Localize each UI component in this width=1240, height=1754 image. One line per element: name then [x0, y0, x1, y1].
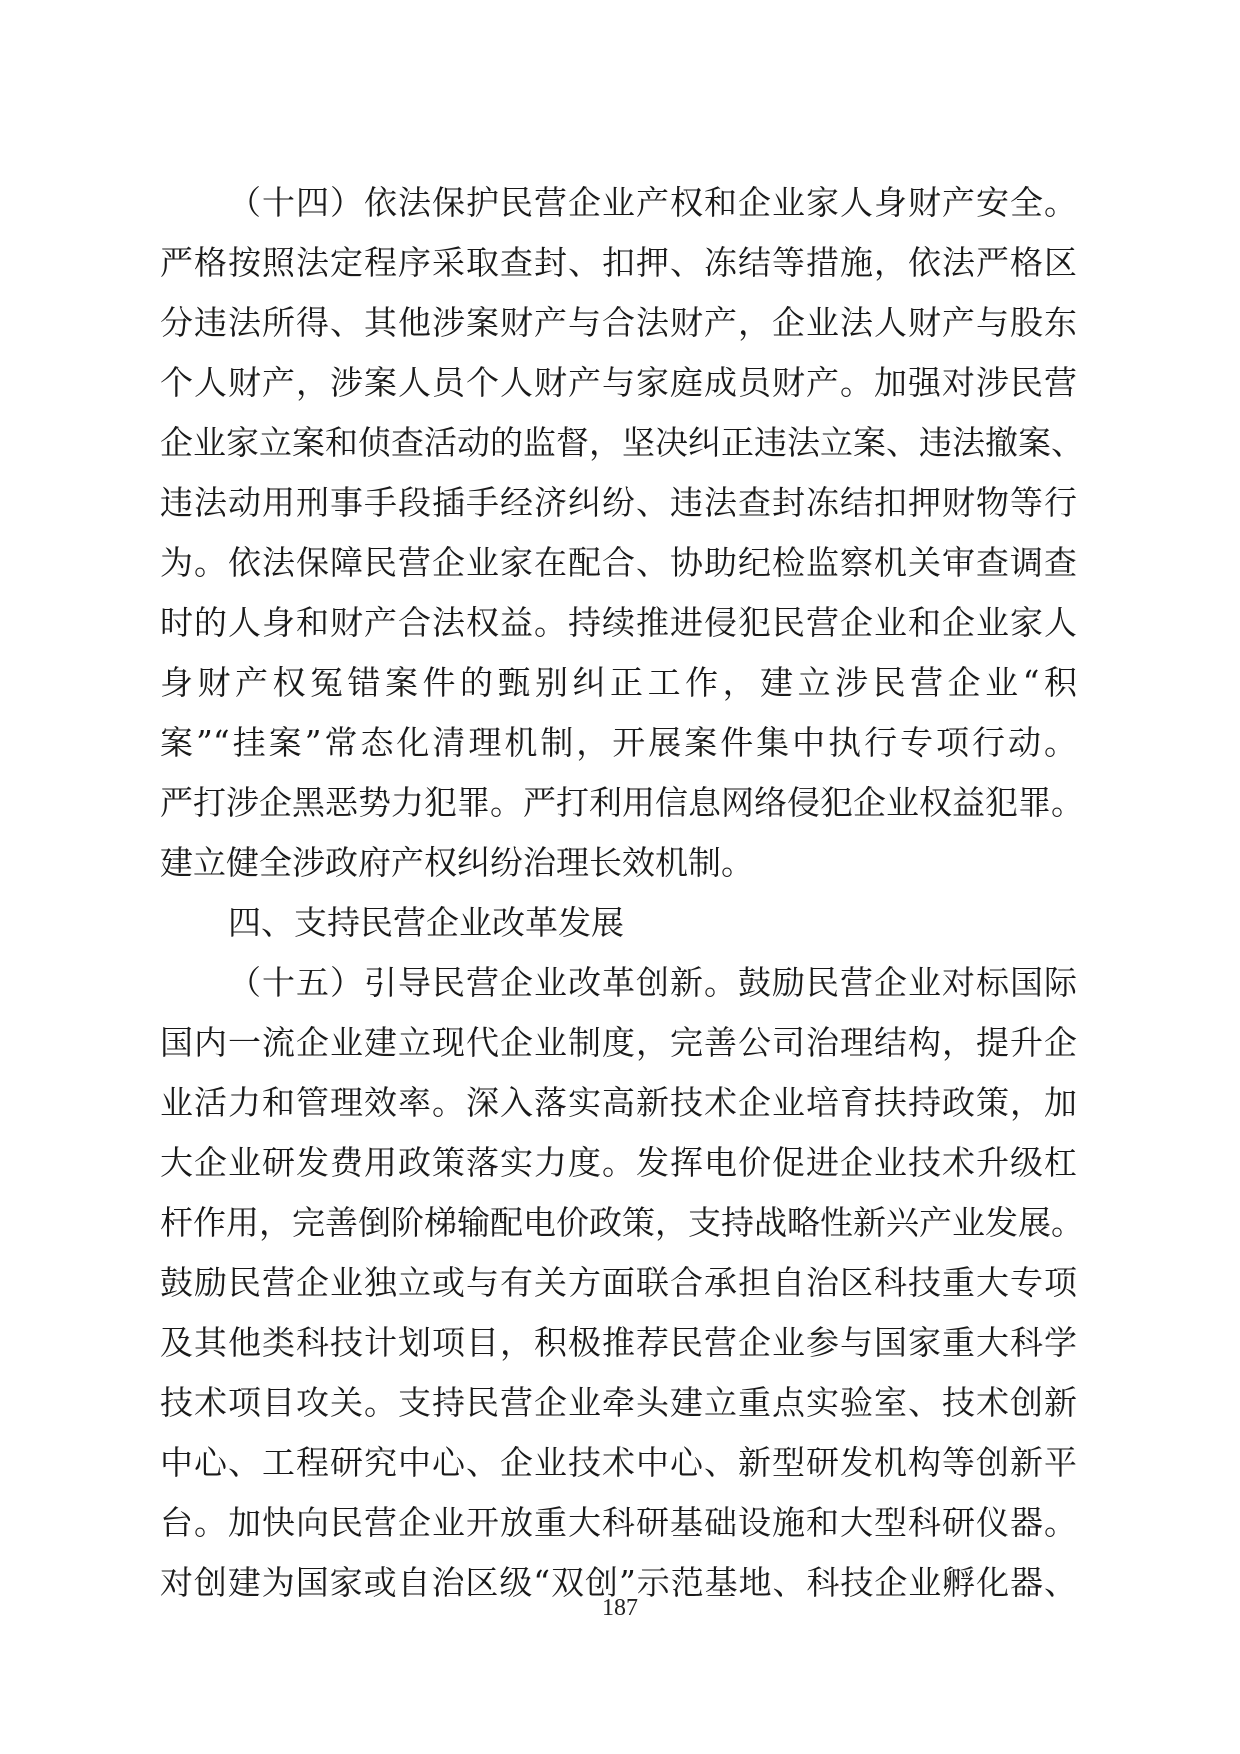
- paragraph-line: 案”“挂案”常态化清理机制，开展案件集中执行专项行动。: [160, 723, 1077, 762]
- section-four-heading: 四、支持民营企业改革发展: [228, 903, 624, 942]
- paragraph-line: 大企业研发费用政策落实力度。发挥电价促进企业技术升级杠: [160, 1143, 1077, 1182]
- paragraph-line: 身财产权冤错案件的甄别纠正工作，建立涉民营企业“积: [160, 663, 1077, 702]
- paragraph-line: 建立健全涉政府产权纠纷治理长效机制。: [160, 843, 754, 882]
- paragraph-line: 严格按照法定程序采取查封、扣押、冻结等措施，依法严格区: [160, 243, 1077, 282]
- paragraph-line: 分违法所得、其他涉案财产与合法财产，企业法人财产与股东: [160, 303, 1077, 342]
- paragraph-line: 个人财产，涉案人员个人财产与家庭成员财产。加强对涉民营: [160, 363, 1077, 402]
- paragraph-line: 国内一流企业建立现代企业制度，完善公司治理结构，提升企: [160, 1023, 1077, 1062]
- paragraph-line: 时的人身和财产合法权益。持续推进侵犯民营企业和企业家人: [160, 603, 1077, 642]
- paragraph-line: 严打涉企黑恶势力犯罪。严打利用信息网络侵犯企业权益犯罪。: [160, 783, 1084, 822]
- page-number: 187: [602, 1595, 638, 1621]
- paragraph-line: 鼓励民营企业独立或与有关方面联合承担自治区科技重大专项: [160, 1263, 1077, 1302]
- section-15-heading-line: （十五）引导民营企业改革创新。鼓励民营企业对标国际: [228, 963, 1077, 1002]
- paragraph-line: 技术项目攻关。支持民营企业牵头建立重点实验室、技术创新: [160, 1383, 1077, 1422]
- paragraph-line: 业活力和管理效率。深入落实高新技术企业培育扶持政策，加: [160, 1083, 1077, 1122]
- paragraph-line: 中心、工程研究中心、企业技术中心、新型研发机构等创新平: [160, 1443, 1077, 1482]
- paragraph-line: 及其他类科技计划项目，积极推荐民营企业参与国家重大科学: [160, 1323, 1077, 1362]
- paragraph-line: 对创建为国家或自治区级“双创”示范基地、科技企业孵化器、: [160, 1563, 1077, 1602]
- paragraph-line: 台。加快向民营企业开放重大科研基础设施和大型科研仪器。: [160, 1503, 1077, 1542]
- section-14-heading-line: （十四）依法保护民营企业产权和企业家人身财产安全。: [228, 183, 1077, 222]
- paragraph-line: 为。依法保障民营企业家在配合、协助纪检监察机关审查调查: [160, 543, 1077, 582]
- paragraph-line: 违法动用刑事手段插手经济纠纷、违法查封冻结扣押财物等行: [160, 483, 1077, 522]
- paragraph-line: 企业家立案和侦查活动的监督，坚决纠正违法立案、违法撤案、: [160, 423, 1084, 462]
- paragraph-line: 杆作用，完善倒阶梯输配电价政策，支持战略性新兴产业发展。: [160, 1203, 1084, 1242]
